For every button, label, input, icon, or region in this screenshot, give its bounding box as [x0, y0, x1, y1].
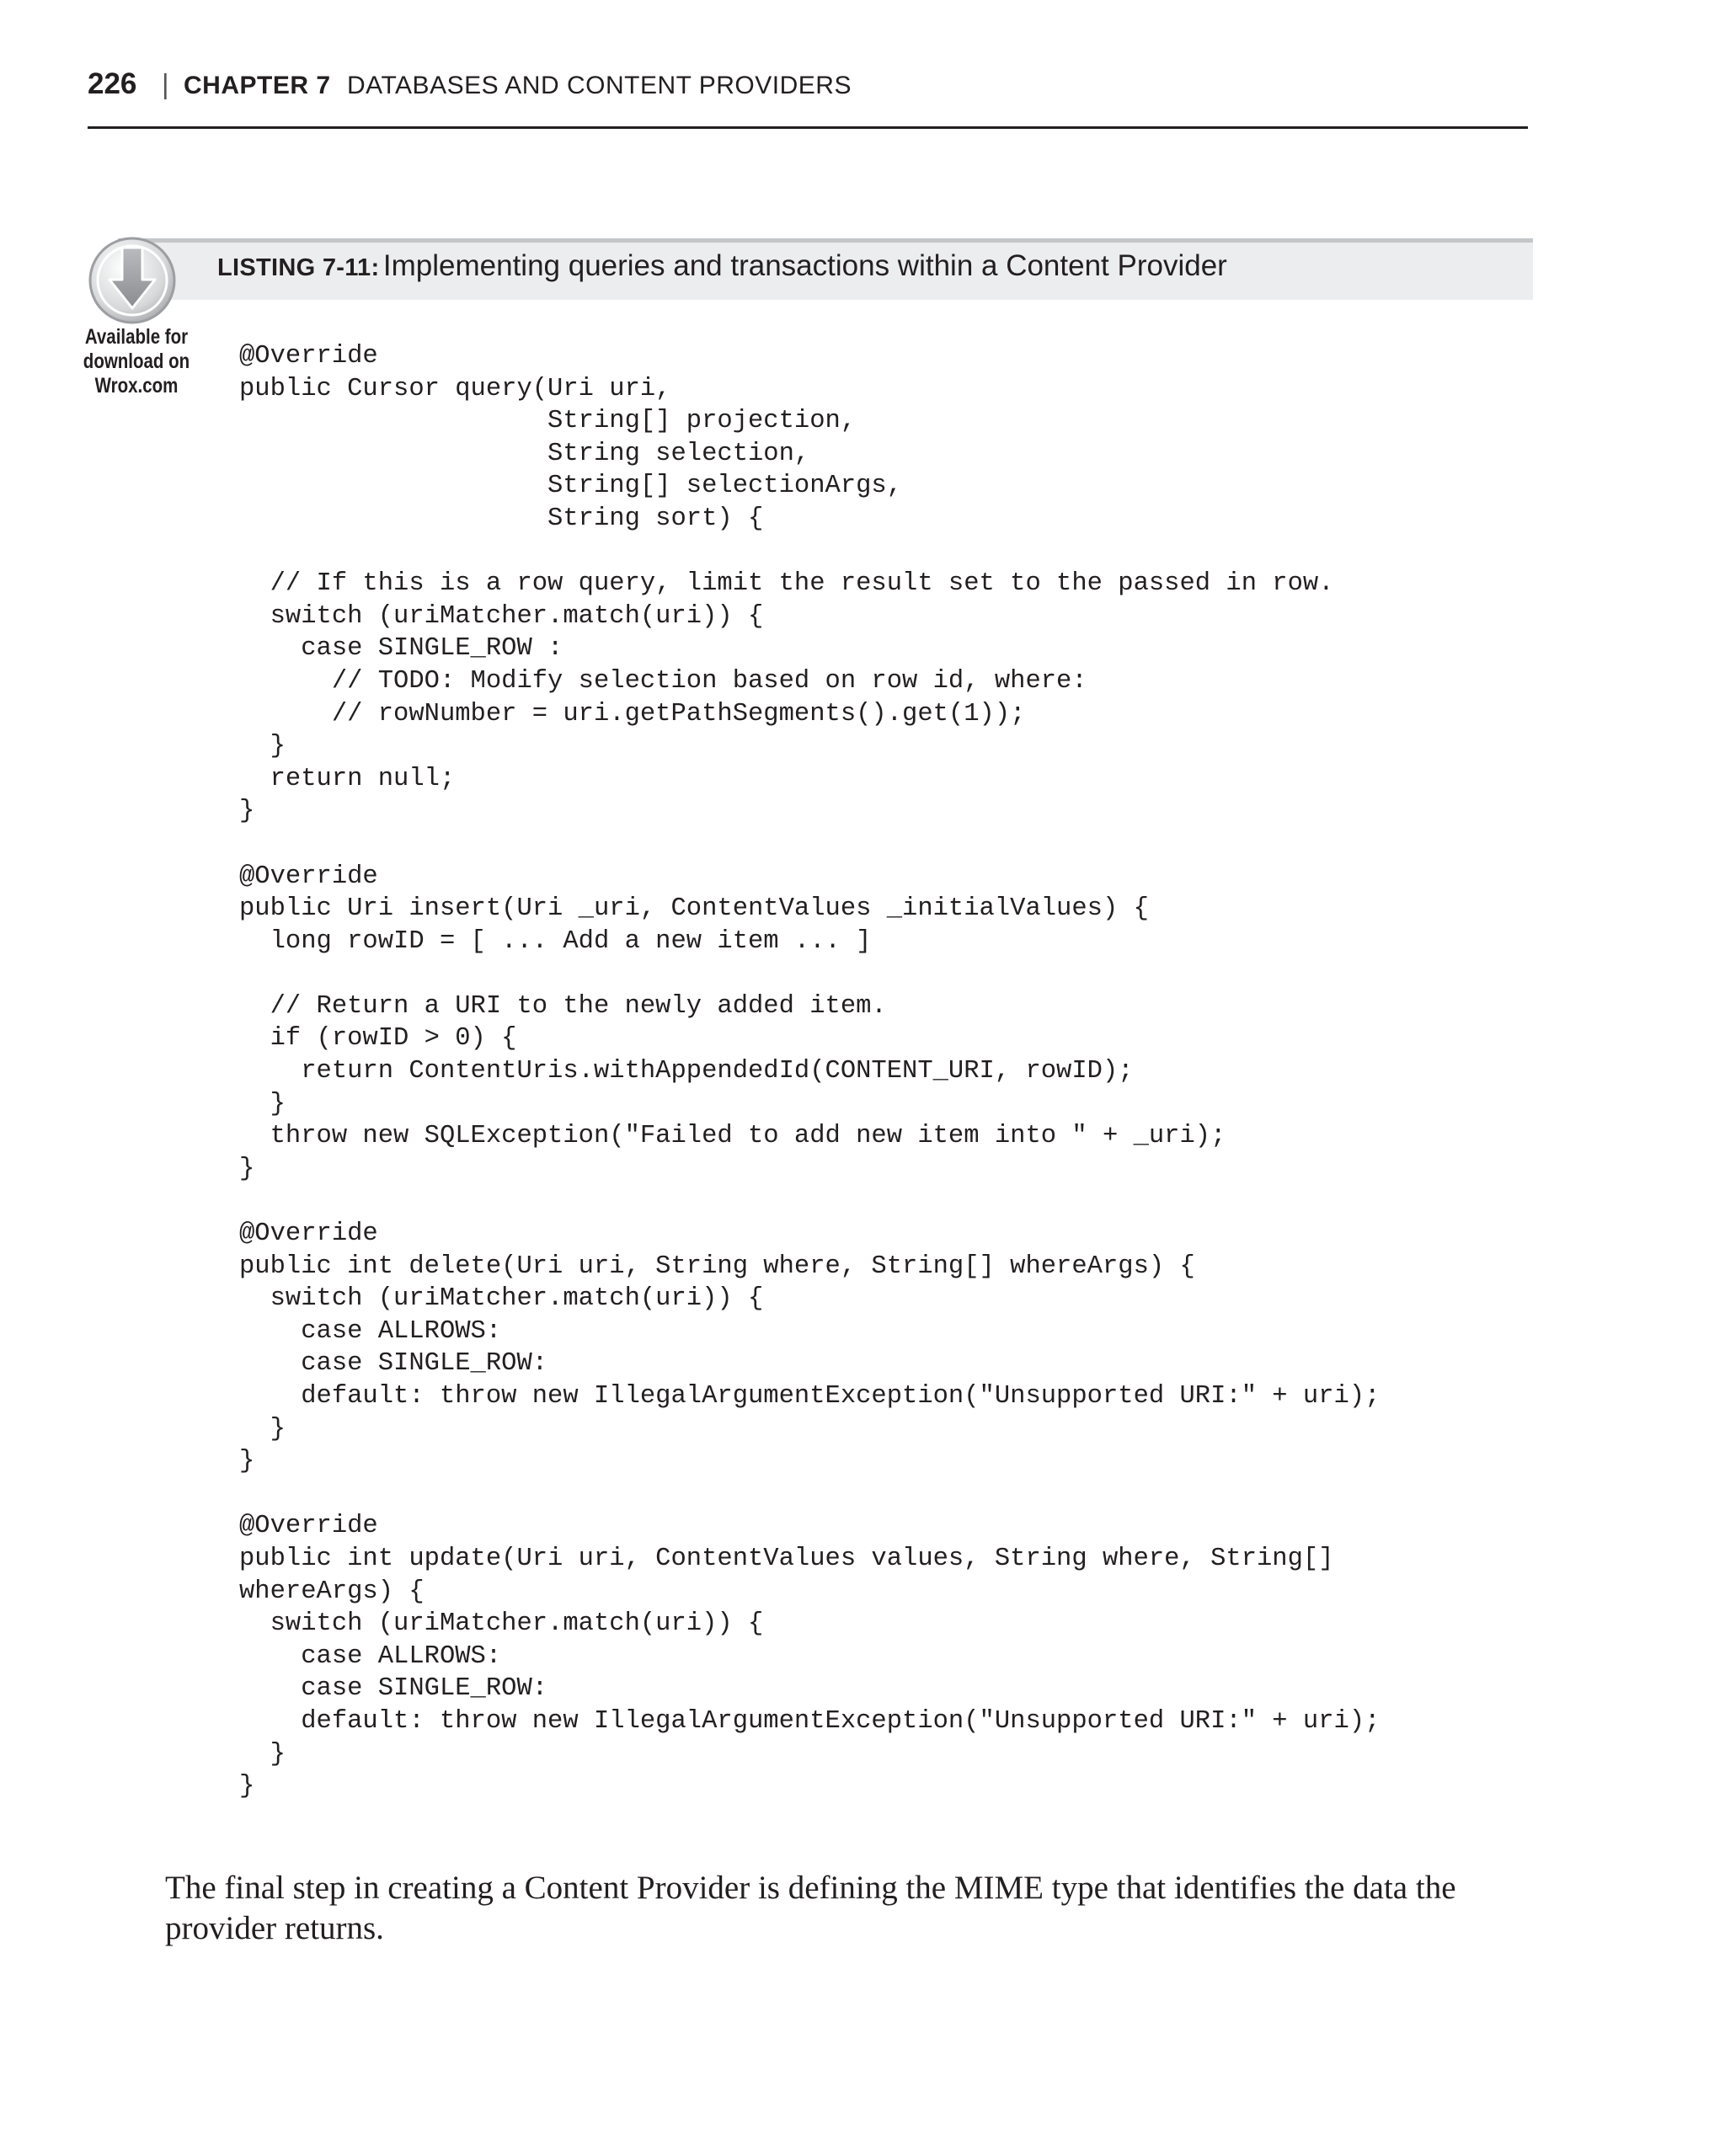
- listing-title: [217, 249, 1227, 283]
- download-badge-line: Available for: [84, 325, 189, 349]
- code-listing: @Override public Cursor query(Uri uri, String[] projection, String selection, String[] selectionArgs, String sort) { // If this is a row query, limit the result set to the passed in row. switch (uriMatcher.match(uri)) { case SINGLE_ROW : // TODO: Modify selection based on row id, where: // rowNumber = uri.getPathSegments().get(1)); } return null; } @Override public Uri insert(Uri _uri, ContentValues _initialValues) { long rowID = [ ... Add a new item ... ] // Return a URI to the newly added item. if (rowID > 0) { return ContentUris.withAppendedId(CONTENT_URI, rowID); } throw new SQLException("Failed to add new item into " + _uri); } @Override public int delete(Uri uri, String where, String[] whereArgs) { switch (uriMatcher.match(uri)) { case ALLROWS: case SINGLE_ROW: default: throw new IllegalArgumentException("Unsupported URI:" + uri); } } @Override public int update(Uri uri, ContentValues values, String where, String[] whereArgs) { switch (uriMatcher.match(uri)) { case ALLROWS: case SINGLE_ROW: default: throw new IllegalArgumentException("Unsupported URI:" + uri); } }: [239, 342, 1381, 1801]
- page-number: 226: [88, 67, 137, 100]
- download-badge-line: download on: [83, 350, 190, 373]
- download-badge: [80, 325, 193, 398]
- listing-label: LISTING 7-11:: [217, 254, 380, 281]
- listing-caption: Implementing queries and transactions within a Content Provider: [382, 249, 1227, 282]
- download-arrow-icon: [88, 236, 177, 325]
- chapter-label: CHAPTER 7: [184, 72, 331, 99]
- body-paragraph: The final step in creating a Content Provider is defining the MIME type that identifies the data the provider returns.: [165, 1870, 1456, 1946]
- header-rule: [88, 126, 1528, 129]
- running-header: [88, 66, 1528, 126]
- download-badge-line: Wrox.com: [94, 374, 179, 398]
- header-separator: |: [162, 68, 169, 99]
- chapter-title: DATABASES AND CONTENT PROVIDERS: [347, 72, 852, 99]
